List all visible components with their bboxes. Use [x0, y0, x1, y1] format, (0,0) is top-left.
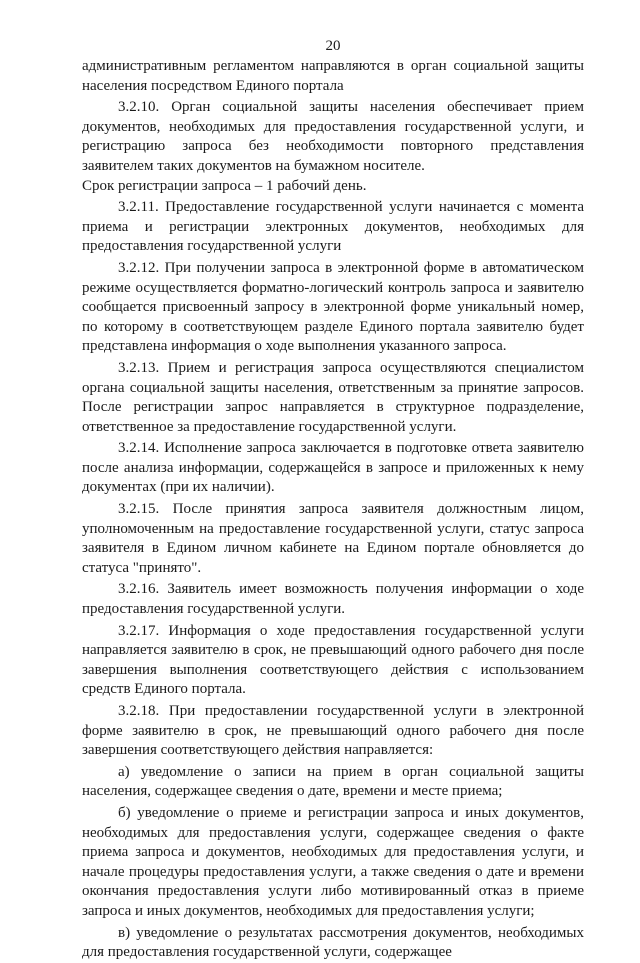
paragraph-3-2-14: 3.2.14. Исполнение запроса заключается в подготовке ответа заявителю после анализа информации, содержащейся в запросе и приложенных к нему документах (при их наличии).	[82, 440, 584, 496]
paragraph-3-2-12: 3.2.12. При получении запроса в электронной форме в автоматическом режиме осуществляется форматно-логический контроль запроса и заявителю сообщается присвоенный запросу в электронной форме уникальный номер, по которому в соответствующем разделе Единого портала заявителю будет представлена информация о ходе выполнения указанного запроса.	[82, 259, 584, 355]
paragraph-continuation: административным регламентом направляются в орган социальной защиты населения посредством Единого портала	[82, 58, 584, 94]
paragraph-3-2-15: 3.2.15. После принятия запроса заявителя должностным лицом, уполномоченным на предоставление государственной услуги, статус запроса заявителя в Едином личном кабинете на Едином портале обновляется до статуса "принято".	[82, 501, 584, 576]
paragraph-registration-term: Срок регистрации запроса – 1 рабочий день.	[82, 177, 367, 194]
list-item-b: б) уведомление о приеме и регистрации запроса и иных документов, необходимых для предоставления услуги, содержащее сведения о факте приема запроса и документов, необходимых для предоставления услуги, и начале процедуры предоставления услуги, а также сведения о дате и времени окончания предоставления услуги либо мотивированный отказ в приеме запроса и иных документов, необходимых для предоставления услуги;	[82, 804, 584, 919]
paragraph-3-2-18: 3.2.18. При предоставлении государственной услуги в электронной форме заявителю в срок, не превышающий одного рабочего дня после завершения соответствующего действия направляется:	[82, 703, 584, 759]
paragraph-3-2-10: 3.2.10. Орган социальной защиты населения обеспечивает прием документов, необходимых для предоставления государственной услуги, и регистрацию запроса без необходимости повторного представления заявителем таких документов на бумажном носителе.	[82, 99, 584, 174]
paragraph-3-2-13: 3.2.13. Прием и регистрация запроса осуществляются специалистом органа социальной защиты населения, ответственным за принятие запросов. После регистрации запрос направляется в структурное подразделение, ответственное за предоставление государственной услуги.	[82, 359, 584, 435]
paragraph-3-2-16: 3.2.16. Заявитель имеет возможность получения информации о ходе предоставления государственной услуги.	[82, 581, 584, 618]
list-item-v: в) уведомление о результатах рассмотрения документов, необходимых для предоставления государственной услуги, содержащее	[82, 924, 584, 961]
page-number: 20	[325, 38, 341, 54]
list-item-a: а) уведомление о записи на прием в орган социальной защиты населения, содержащее сведения о дате, времени и месте приема;	[82, 763, 584, 800]
paragraph-3-2-17: 3.2.17. Информация о ходе предоставления государственной услуги направляется заявителю в срок, не превышающий одного рабочего дня после завершения выполнения соответствующего действия с использованием средств Единого портала.	[82, 622, 584, 698]
paragraph-3-2-11: 3.2.11. Предоставление государственной услуги начинается с момента приема и регистрации электронных документов, необходимых для предоставления государственной услуги	[82, 199, 584, 255]
